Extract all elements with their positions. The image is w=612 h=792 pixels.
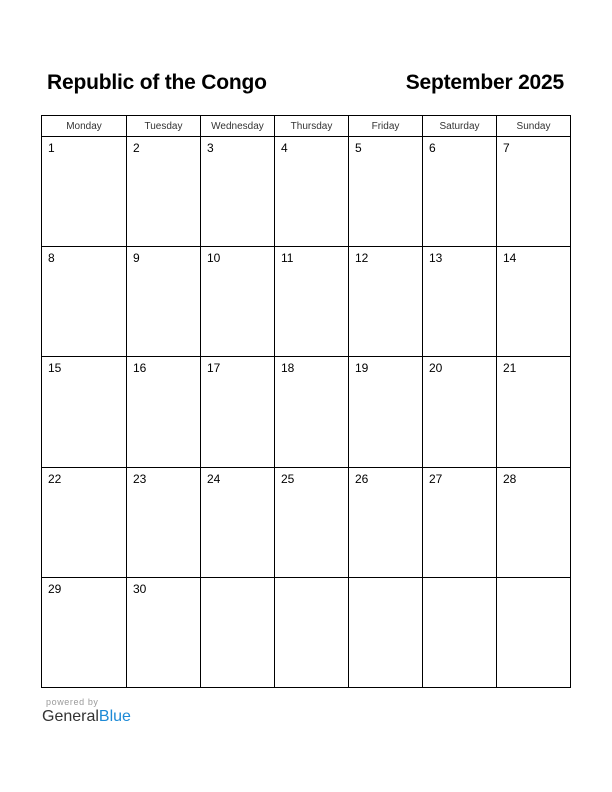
day-cell <box>349 577 423 687</box>
day-number: 19 <box>355 361 369 376</box>
powered-by-text: powered by <box>46 697 99 707</box>
day-cell <box>127 357 201 467</box>
day-cell <box>349 247 423 357</box>
day-number: 5 <box>355 141 362 155</box>
day-number: 10 <box>207 251 221 266</box>
day-number: 1 <box>48 141 55 155</box>
day-number: 22 <box>48 471 62 486</box>
day-cell <box>497 577 571 687</box>
day-number: 3 <box>207 141 214 155</box>
day-number: 9 <box>133 251 140 266</box>
day-number: 11 <box>281 251 294 266</box>
day-number: 26 <box>355 471 369 486</box>
day-number: 20 <box>429 361 443 376</box>
day-number <box>497 578 570 582</box>
day-cell <box>497 137 571 247</box>
day-cell <box>201 467 275 577</box>
day-number: 4 <box>281 141 288 155</box>
day-number <box>423 578 496 582</box>
week-row-1 <box>42 137 571 247</box>
day-cell <box>127 577 201 687</box>
day-number: 15 <box>48 361 62 376</box>
day-number: 18 <box>281 361 295 376</box>
day-cell <box>42 467 127 577</box>
weekday-sunday: Sunday <box>497 116 571 137</box>
day-number: 7 <box>503 141 510 155</box>
day-number: 21 <box>503 361 517 376</box>
day-cell <box>497 247 571 357</box>
day-cell <box>275 357 349 467</box>
day-cell <box>349 467 423 577</box>
day-cell <box>423 577 497 687</box>
day-cell <box>201 357 275 467</box>
weekday-friday: Friday <box>349 116 423 137</box>
week-row-4 <box>42 467 571 577</box>
footer-logo <box>42 697 162 731</box>
day-cell <box>349 137 423 247</box>
day-cell <box>275 247 349 357</box>
day-cell <box>201 247 275 357</box>
day-cell <box>42 137 127 247</box>
country-title: Republic of the Congo <box>47 71 267 94</box>
day-number <box>349 578 422 582</box>
day-cell <box>423 357 497 467</box>
day-number: 17 <box>207 361 221 376</box>
day-cell <box>42 247 127 357</box>
calendar-header <box>41 68 570 100</box>
day-number: 13 <box>429 251 443 266</box>
weekday-thursday: Thursday <box>275 116 349 137</box>
day-number: 16 <box>133 361 147 376</box>
day-cell <box>42 577 127 687</box>
day-number: 29 <box>48 581 62 596</box>
brand-general: General <box>42 708 99 725</box>
weekday-tuesday: Tuesday <box>127 116 201 137</box>
day-number: 23 <box>133 471 147 486</box>
day-cell <box>127 467 201 577</box>
day-cell <box>349 357 423 467</box>
day-cell <box>275 137 349 247</box>
day-cell <box>275 467 349 577</box>
day-number <box>275 578 348 582</box>
week-row-5 <box>42 577 571 687</box>
day-cell <box>423 247 497 357</box>
day-number: 27 <box>429 471 443 486</box>
day-cell <box>275 577 349 687</box>
day-number: 8 <box>48 251 55 266</box>
day-cell <box>201 137 275 247</box>
day-cell <box>423 137 497 247</box>
day-cell <box>423 467 497 577</box>
week-row-3 <box>42 357 571 467</box>
day-number: 14 <box>503 251 517 266</box>
day-number: 6 <box>429 141 436 155</box>
day-cell <box>127 137 201 247</box>
day-cell <box>127 247 201 357</box>
weekday-wednesday: Wednesday <box>201 116 275 137</box>
weekday-header-row <box>42 116 571 137</box>
day-cell <box>497 357 571 467</box>
day-number: 2 <box>133 141 140 155</box>
brand-logo <box>42 708 131 726</box>
calendar-grid <box>41 115 571 688</box>
day-cell <box>497 467 571 577</box>
weekday-saturday: Saturday <box>423 116 497 137</box>
brand-blue: Blue <box>98 708 131 725</box>
day-number: 24 <box>207 471 221 486</box>
month-title: September 2025 <box>405 71 564 94</box>
weekday-monday: Monday <box>42 116 127 137</box>
day-number: 12 <box>355 251 369 266</box>
day-cell <box>42 357 127 467</box>
day-number <box>201 578 274 582</box>
week-row-2 <box>42 247 571 357</box>
day-cell <box>201 577 275 687</box>
day-number: 30 <box>133 581 147 596</box>
day-number: 28 <box>503 471 517 486</box>
day-number: 25 <box>281 471 295 486</box>
